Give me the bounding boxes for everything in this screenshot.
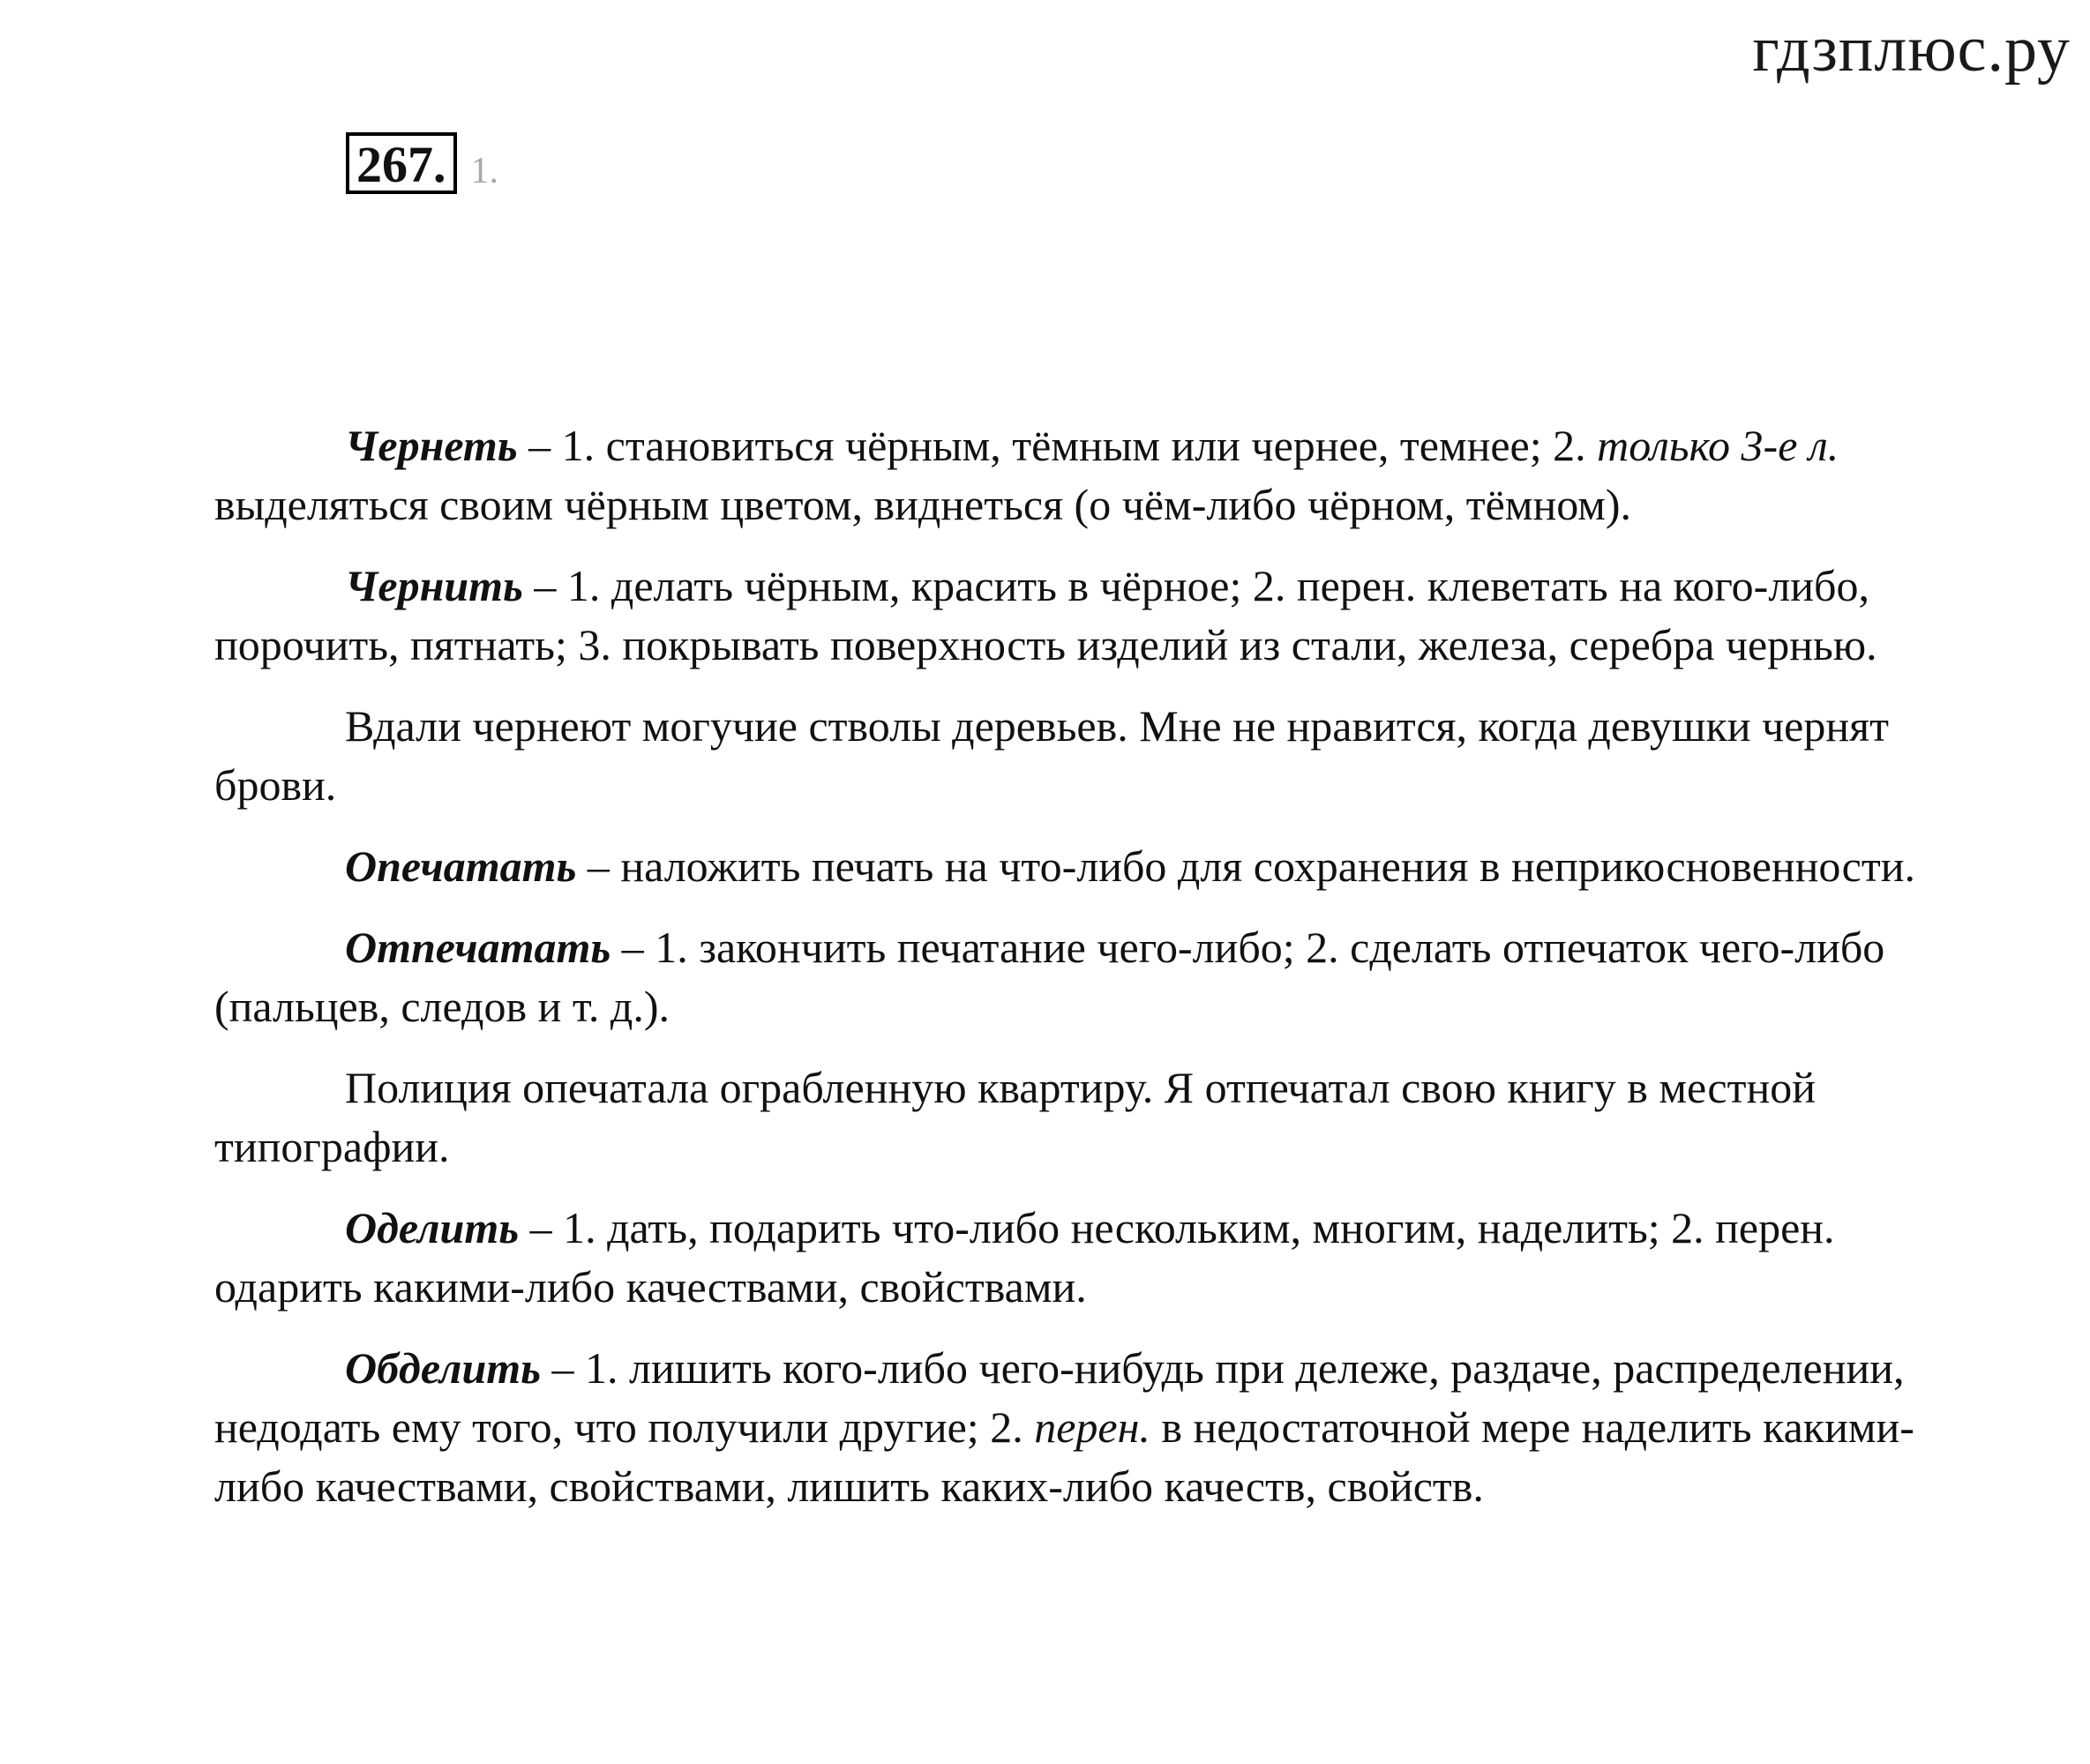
site-watermark: гдзплюс.ру	[1752, 13, 2071, 86]
grammar-note: перен.	[1034, 1402, 1150, 1452]
term-dash: –	[517, 421, 562, 470]
example-paragraph	[214, 697, 1944, 815]
definition-paragraph	[214, 1199, 1944, 1317]
example-text: Полиция опечатала ограбленную квартиру. Я отпечатал свою книгу в местной типографии.	[214, 1063, 1816, 1171]
answer-content	[214, 416, 1944, 1538]
term-dash: –	[611, 923, 655, 972]
definition-paragraph	[214, 416, 1944, 534]
term-dash: –	[541, 1343, 586, 1393]
definition-text: 1. делать чёрным, красить в чёрное; 2. перен. клеветать на кого-либо, порочить, пятнать; 3. покрывать поверхность изделий из стали, железа, серебра чернью.	[214, 561, 1877, 669]
definition-text-continued: выделяться своим чёрным цветом, виднеться (о чём-либо чёрном, тёмном).	[214, 480, 1632, 529]
definition-text-continued: в недостаточной мере наделить какими-либо качествами, свойствами, лишить каких-либо качеств, свойств.	[214, 1402, 1914, 1511]
term-dash: –	[576, 841, 621, 891]
definition-text: 1. лишить кого-либо чего-нибудь при дележе, раздаче, распределении, недодать ему того, что получили другие; 2.	[214, 1343, 1905, 1452]
term-dash: –	[519, 1203, 564, 1252]
task-part-label: 1.	[470, 151, 498, 191]
term-dash: –	[522, 561, 567, 610]
definition-paragraph	[214, 837, 1944, 896]
definition-text: 1. закончить печатание чего-либо; 2. сделать отпечаток чего-либо (пальцев, следов и т. д.).	[214, 923, 1885, 1031]
definition-text: наложить печать на что-либо для сохранения в неприкосновенности.	[620, 841, 1915, 891]
task-number: 267.	[346, 132, 457, 194]
term-word: Опечатать	[345, 841, 577, 891]
term-word: Чернить	[345, 561, 523, 610]
example-paragraph	[214, 1058, 1944, 1177]
definition-paragraph	[214, 557, 1944, 675]
term-word: Отпечатать	[345, 923, 611, 972]
term-word: Чернеть	[345, 421, 518, 470]
example-text: Вдали чернеют могучие стволы деревьев. Мне не нравится, когда девушки чернят брови.	[214, 701, 1889, 810]
term-word: Оделить	[345, 1203, 520, 1252]
grammar-note: только 3-е л.	[1597, 421, 1839, 470]
definition-paragraph	[214, 1339, 1944, 1516]
task-header	[346, 132, 498, 194]
definition-text: 1. дать, подарить что-либо нескольким, многим, наделить; 2. перен. одарить какими-либо качествами, свойствами.	[214, 1203, 1835, 1312]
definition-text: 1. становиться чёрным, тёмным или чернее, темнее; 2.	[561, 421, 1598, 470]
definition-paragraph	[214, 918, 1944, 1036]
term-word: Обделить	[345, 1343, 542, 1393]
